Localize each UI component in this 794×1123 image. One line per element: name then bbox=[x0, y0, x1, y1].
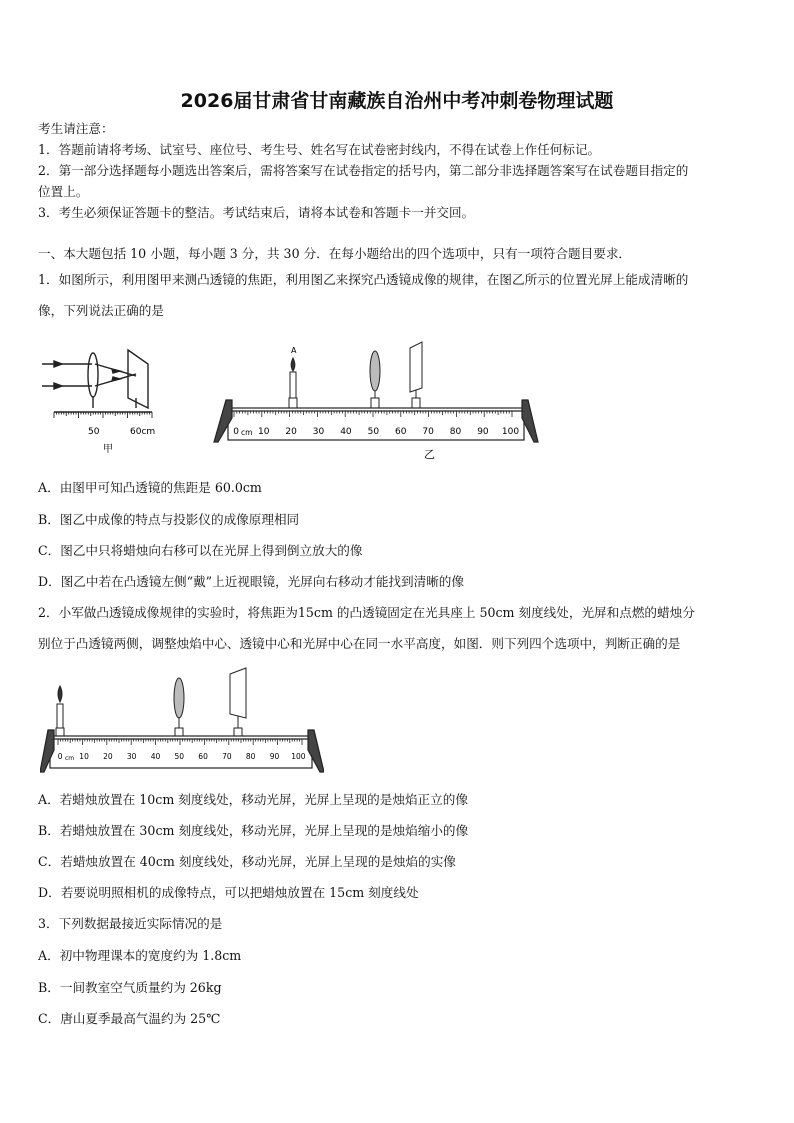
option-d: D．若要说明照相机的成像特点，可以把蜡烛放置在 15cm 刻度线处 bbox=[38, 885, 419, 900]
option-a: A．由图甲可知凸透镜的焦距是 60.0cm bbox=[38, 480, 262, 495]
figure-caption: 乙 bbox=[424, 448, 435, 461]
tick-label: 10 bbox=[79, 752, 89, 761]
tick-label: 20 bbox=[103, 752, 113, 761]
tick-label: 30 bbox=[312, 427, 325, 437]
section-heading: 一、本大题包括 10 小题，每小题 3 分，共 30 分．在每小题给出的四个选项中，只有一项符合题目要求． bbox=[38, 246, 632, 261]
unit-label: cm bbox=[65, 755, 75, 762]
tick-label: 20 bbox=[285, 427, 297, 437]
page-title: 2026届甘肃省甘南藏族自治州中考冲刺卷物理试题 bbox=[180, 90, 614, 112]
tick-label: 60 bbox=[395, 427, 407, 437]
option-b: B．图乙中成像的特点与投影仪的成像原理相同 bbox=[38, 512, 300, 527]
notice-line: 1．答题前请将考场、试室号、座位号、考生号、姓名写在试卷密封线内，不得在试卷上作任何标记。 bbox=[38, 142, 601, 157]
candle-label: A bbox=[291, 346, 297, 355]
figure-yi-optical-bench bbox=[212, 338, 542, 462]
tick-label: 40 bbox=[150, 752, 161, 761]
notice-line: 位置上。 bbox=[38, 184, 89, 199]
notice-line: 3．考生必须保证答题卡的整洁。考试结束后，请将本试卷和答题卡一并交回。 bbox=[38, 205, 475, 220]
tick-label: 100 bbox=[501, 427, 520, 437]
tick-label: 10 bbox=[258, 427, 270, 437]
tick-label: 60 bbox=[198, 752, 208, 761]
question-stem: 1．如图所示，利用图甲来测凸透镜的焦距，利用图乙来探究凸透镜成像的规律，在图乙所示的位置光屏上能成清晰的 bbox=[38, 272, 689, 287]
option-c: C．若蜡烛放置在 40cm 刻度线处，移动光屏，光屏上呈现的是烛焰的实像 bbox=[38, 854, 456, 869]
tick-label: 90 bbox=[269, 752, 280, 761]
tick-label: 50 bbox=[174, 752, 185, 761]
tick-label: 0 bbox=[233, 427, 240, 437]
tick-label: 40 bbox=[340, 427, 352, 437]
figure-q2-optical-bench bbox=[40, 664, 324, 776]
question-stem: 像，下列说法正确的是 bbox=[38, 303, 164, 318]
tick-label: 70 bbox=[422, 427, 434, 437]
option-b: B．若蜡烛放置在 30cm 刻度线处，移动光屏，光屏上呈现的是烛焰缩小的像 bbox=[38, 823, 469, 838]
notice-heading: 考生请注意： bbox=[38, 121, 114, 136]
option-a: A．初中物理课本的宽度约为 1.8cm bbox=[38, 948, 242, 963]
tick-label: 60cm bbox=[130, 427, 156, 437]
option-c: C．唐山夏季最高气温约为 25℃ bbox=[38, 1011, 221, 1026]
tick-label: 100 bbox=[291, 752, 306, 761]
figure-jia-lens-focal bbox=[40, 342, 160, 454]
tick-label: 90 bbox=[477, 427, 489, 437]
tick-label: 0 bbox=[57, 752, 63, 761]
option-b: B．一间教室空气质量约为 26kg bbox=[38, 980, 222, 995]
tick-label: 50 bbox=[367, 427, 380, 437]
tick-label: 80 bbox=[449, 427, 462, 437]
unit-label: cm bbox=[241, 428, 253, 437]
option-a: A．若蜡烛放置在 10cm 刻度线处，移动光屏，光屏上呈现的是烛焰正立的像 bbox=[38, 792, 468, 807]
tick-label: 50 bbox=[88, 427, 100, 437]
tick-label: 80 bbox=[245, 752, 256, 761]
option-c: C．图乙中只将蜡烛向右移可以在光屏上得到倒立放大的像 bbox=[38, 543, 363, 558]
tick-label: 30 bbox=[126, 752, 137, 761]
question-stem: 3．下列数据最接近实际情况的是 bbox=[38, 916, 223, 931]
notice-line: 2．第一部分选择题每小题选出答案后，需将答案写在试卷指定的括号内，第二部分非选择题答案写在试卷题目指定的 bbox=[38, 163, 689, 178]
question-stem: 2．小军做凸透镜成像规律的实验时，将焦距为15cm 的凸透镜固定在光具座上 50cm 刻度线处，光屏和点燃的蜡烛分 bbox=[38, 605, 695, 620]
option-d: D．图乙中若在凸透镜左侧“戴”上近视眼镜，光屏向右移动才能找到清晰的像 bbox=[38, 574, 464, 589]
question-stem: 别位于凸透镜两侧，调整烛焰中心、透镜中心和光屏中心在同一水平高度，如图．则下列四个选项中，判断正确的是 bbox=[38, 636, 681, 651]
figure-caption: 甲 bbox=[103, 444, 113, 454]
tick-label: 70 bbox=[222, 752, 232, 761]
